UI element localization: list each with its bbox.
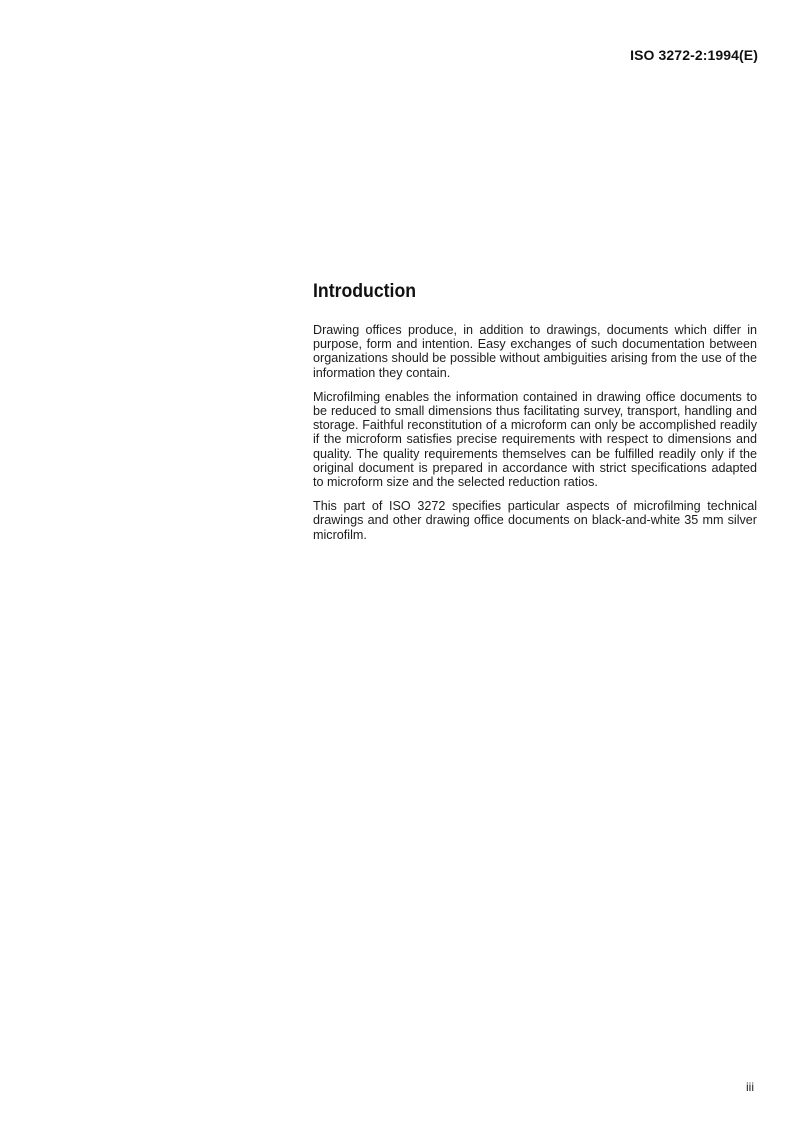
intro-paragraph-3: This part of ISO 3272 specifies particular aspects of microfilming technical drawings and other drawing office documents on black-and-white 35 mm silver microfilm. (313, 499, 757, 542)
introduction-section (313, 280, 757, 552)
section-title: Introduction (313, 281, 417, 302)
page-number: iii (746, 1080, 754, 1094)
intro-paragraph-2: Microfilming enables the information contained in drawing office documents to be reduced to small dimensions thus facilitating survey, transport, handling and storage. Faithful reconstitution of a microform can only be accomplished readily if the microform satisfies precise requirements with respect to dimensions and quality. The quality requirements themselves can be fulfilled readily only if the original document is prepared in accordance with strict specifications adapted to microform size and the selected reduction ratios. (313, 389, 757, 490)
document-identifier: ISO 3272-2:1994(E) (630, 47, 758, 63)
intro-paragraph-1: Drawing offices produce, in addition to drawings, documents which differ in purpose, form and intention. Easy exchanges of such documentation between organizations should be possible without ambiguities arising from the use of the information they contain. (313, 323, 757, 380)
